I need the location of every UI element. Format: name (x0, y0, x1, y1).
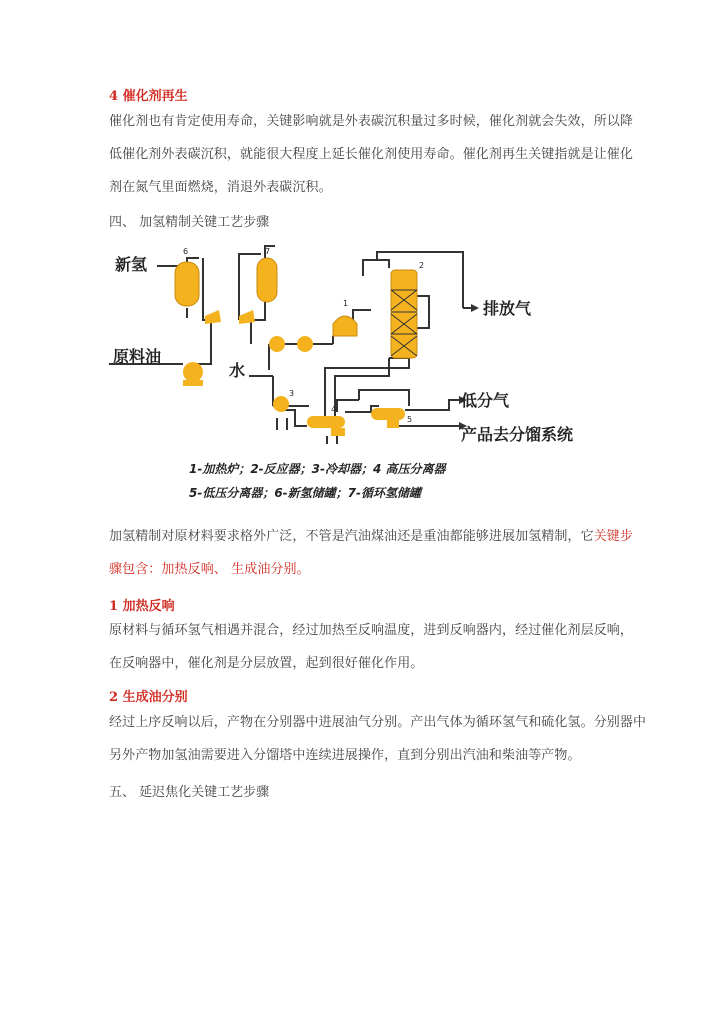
compressor-1 (205, 310, 221, 324)
fresh-hydrogen-label: 新氢 (115, 255, 148, 274)
step1-heading: 1 加热反响 (109, 599, 175, 614)
part4-title: 四、 加氢精制关键工艺步骤 (109, 215, 270, 230)
number-7: 7 (265, 247, 271, 256)
cooler-3 (273, 396, 289, 412)
part5-title: 五、 延迟焦化关键工艺步骤 (109, 785, 270, 800)
diagram-legend-line1: 1-加热炉；2-反应器；3-冷却器；4 高压分离器 (189, 462, 446, 476)
paragraph-line: 原材料与循环氢气相遇并混合，经过加热至反响温度，进到反响器内，经过催化剂层反响， (109, 623, 634, 638)
vessel-7 (257, 258, 277, 302)
number-1: 1 (343, 299, 349, 308)
step2-paragraph (109, 706, 647, 772)
number-5: 5 (407, 415, 413, 424)
intro-text: 加氢精制对原材料要求格外广泛，不管是汽油煤油还是重油都能够进展加氢精制，它 (109, 529, 594, 544)
intro-highlight: 关键步 (593, 529, 634, 544)
water-label: 水 (229, 361, 246, 380)
section4-paragraph (109, 105, 634, 204)
piping (109, 246, 473, 444)
hydrotreating-process-diagram (109, 240, 609, 515)
pump (183, 362, 203, 386)
paragraph-line: 经过上序反响以后，产物在分别器中进展油气分别。产出气体为循环氢气和硫化氢。分别器中 (109, 715, 647, 730)
step2-heading: 2 生成油分别 (109, 690, 188, 705)
paragraph-line: 剂在氮气里面燃烧，消退外表碳沉积。 (109, 180, 332, 195)
low-pressure-gas-label: 低分气 (461, 391, 510, 410)
separator-4 (307, 416, 345, 436)
number-6: 6 (183, 247, 189, 256)
paragraph-line: 另外产物加氢油需要进入分馏塔中连续进展操作，直到分别出汽油和柴油等产物。 (109, 748, 581, 763)
flow-arrows (459, 304, 479, 430)
paragraph-line: 催化剂也有肯定使用寿命，关键影响就是外表碳沉积量过多时候，催化剂就会失效，所以降 (109, 114, 634, 129)
intro-paragraph (109, 520, 634, 586)
number-4: 4 (331, 405, 337, 414)
step1-paragraph (109, 614, 634, 680)
intro-highlight-line: 骤包含：加热反响、 生成油分别。 (109, 562, 310, 577)
vent-gas-label: 排放气 (483, 299, 532, 318)
number-3: 3 (289, 389, 295, 398)
paragraph-line: 在反响器中，催化剂是分层放置，起到很好催化作用。 (109, 656, 424, 671)
number-2: 2 (419, 261, 425, 270)
paragraph-line: 低催化剂外表碳沉积，就能很大程度上延长催化剂使用寿命。催化剂再生关键指就是让催化 (109, 147, 634, 162)
reactor (391, 270, 417, 358)
vessel-6 (175, 262, 199, 306)
diagram-legend-line2: 5-低压分离器；6-新氢储罐；7-循环氢储罐 (189, 486, 421, 500)
product-to-fractionation-label: 产品去分馏系统 (461, 425, 574, 444)
compressor-2 (239, 310, 255, 324)
section4-heading: 4 催化剂再生 (109, 89, 188, 104)
feed-oil-label: 原料油 (113, 347, 162, 366)
